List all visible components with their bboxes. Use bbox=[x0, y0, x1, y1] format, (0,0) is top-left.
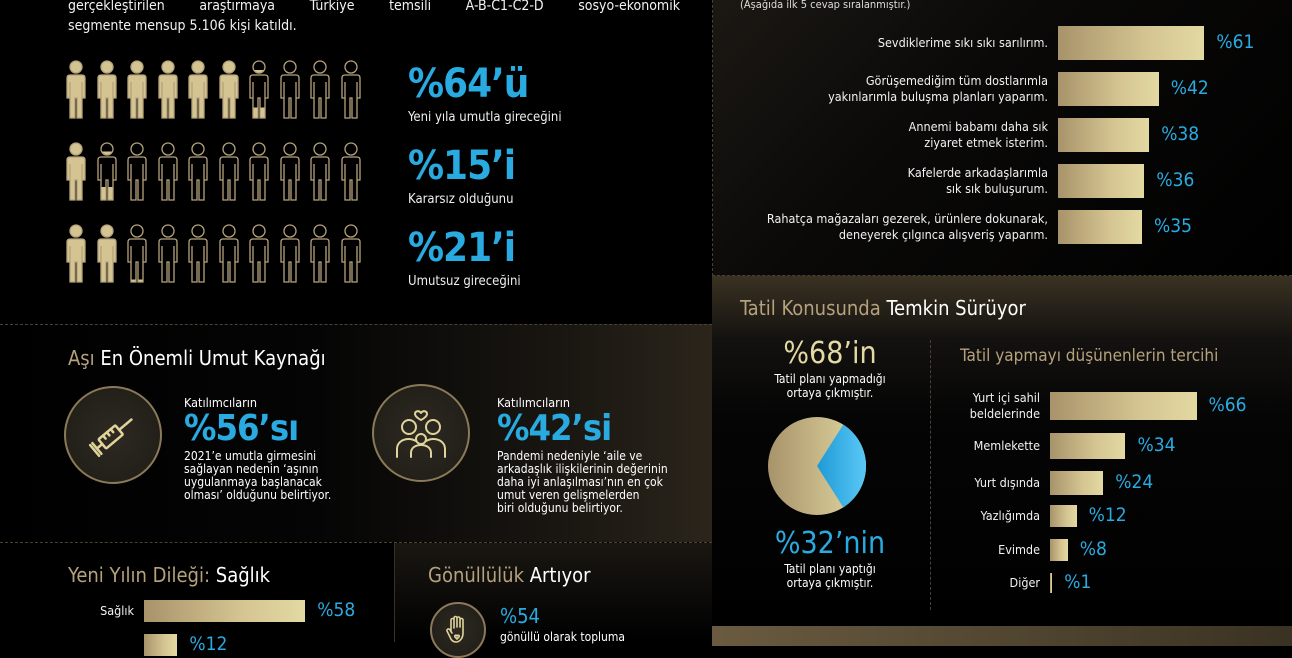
holiday-title-white: Temkin Sürüyor bbox=[886, 296, 1026, 320]
volunteer-pct: %54 bbox=[500, 604, 540, 628]
person-icon bbox=[339, 224, 361, 282]
no-plan-pct: %68’in bbox=[783, 336, 877, 371]
bar-label: Sağlık bbox=[100, 603, 134, 618]
bar-value: %58 bbox=[317, 599, 356, 621]
vaccine-text-line: umut veren gelişmelerden bbox=[497, 488, 640, 502]
person-icon bbox=[339, 142, 361, 200]
bar-value: %12 bbox=[189, 633, 228, 655]
bar-value: %36 bbox=[1156, 169, 1195, 191]
volunteer-title bbox=[428, 563, 591, 587]
vaccine-pct-2: %42’si bbox=[497, 408, 612, 449]
bar-value: %61 bbox=[1216, 31, 1255, 53]
bar-label: Yurt içi sahil beldelerinde bbox=[969, 390, 1040, 421]
person-icon bbox=[247, 224, 269, 282]
family-icon bbox=[391, 405, 451, 461]
vaccine-text-line: Pandemi nedeniyle ‘aile ve bbox=[497, 449, 643, 463]
person-icon bbox=[125, 60, 147, 118]
bar-label: Rahatça mağazaları gezerek, ürünlere dokunarak, deneyerek çılgınca alışveriş yaparım. bbox=[766, 211, 1048, 242]
hand-icon-circle bbox=[430, 602, 486, 658]
holiday-no-plan bbox=[730, 336, 930, 400]
no-plan-text-1: Tatil planı yapmadığı bbox=[774, 372, 886, 386]
person-icon bbox=[186, 224, 208, 282]
bar bbox=[1050, 573, 1052, 593]
wish-title bbox=[68, 563, 270, 587]
bar bbox=[144, 600, 305, 622]
bar-value: %12 bbox=[1088, 504, 1127, 526]
person-icon bbox=[308, 224, 330, 282]
bar bbox=[1058, 72, 1159, 106]
person-icon bbox=[278, 142, 300, 200]
person-icon bbox=[186, 60, 208, 118]
vaccine-text-line: arkadaşlık ilişkilerinin değerinin bbox=[497, 462, 668, 476]
bar bbox=[1058, 118, 1149, 152]
person-icon bbox=[339, 60, 361, 118]
vaccine-stat-1 bbox=[184, 395, 364, 502]
bar bbox=[1050, 392, 1197, 420]
holiday-title-gold: Tatil Konusunda bbox=[740, 296, 881, 320]
bar-label: Yurt dışında bbox=[974, 475, 1040, 490]
vaccine-lead-1: Katılımcıların bbox=[184, 395, 257, 410]
plan-pct: %32’nin bbox=[774, 526, 886, 561]
person-icon bbox=[308, 142, 330, 200]
person-icon bbox=[217, 142, 239, 200]
vaccine-pct-1: %56’sı bbox=[184, 408, 299, 449]
syringe-icon-circle bbox=[64, 386, 162, 484]
bar-label: Sevdiklerime sıkı sıkı sarılırım. bbox=[877, 35, 1048, 50]
hopeless-label: Umutsuz gireceğini bbox=[408, 274, 521, 289]
person-icon bbox=[217, 224, 239, 282]
bar-label: Görüşemediğim tüm dostlarımla yakınlarımla buluşma planları yaparım. bbox=[828, 73, 1048, 104]
people-pictogram bbox=[64, 60, 374, 300]
person-icon bbox=[95, 60, 117, 118]
holiday-title bbox=[740, 296, 1026, 320]
intro-text bbox=[68, 0, 680, 36]
volunteer-text: gönüllü olarak topluma bbox=[500, 630, 626, 644]
vaccine-lead-2: Katılımcıların bbox=[497, 395, 570, 410]
vaccine-text-line: sağlayan nedenin ‘aşının bbox=[184, 462, 319, 476]
hope-stat-hopeless bbox=[408, 225, 688, 310]
plan-text-1: Tatil planı yaptığı bbox=[784, 562, 876, 576]
bar bbox=[1050, 471, 1103, 495]
person-icon bbox=[95, 142, 117, 200]
bar-value: %35 bbox=[1154, 215, 1192, 237]
vaccine-stat-2 bbox=[497, 395, 712, 515]
bar-label: Annemi babamı daha sık ziyaret etmek isterim. bbox=[908, 119, 1048, 150]
person-icon bbox=[217, 60, 239, 118]
person-icon bbox=[186, 142, 208, 200]
bar-label: Kafelerde arkadaşlarımla sık sık buluşurum. bbox=[907, 165, 1048, 196]
wish-chart bbox=[0, 599, 390, 655]
volunteer-title-white: Artıyor bbox=[529, 563, 591, 587]
vaccine-text-line: daha iyi anlaşılması’nın en çok bbox=[497, 475, 663, 489]
bar bbox=[1058, 26, 1204, 60]
holiday-pref-title: Tatil yapmayı düşünenlerin tercihi bbox=[960, 346, 1219, 366]
person-icon bbox=[278, 60, 300, 118]
person-icon bbox=[64, 60, 86, 118]
bar-value: %34 bbox=[1137, 434, 1176, 456]
vaccine-text-2 bbox=[497, 450, 712, 515]
bar-value: %1 bbox=[1064, 571, 1092, 593]
volunteer-title-gold: Gönüllülük bbox=[428, 563, 524, 587]
bar-label: Yazlığımda bbox=[980, 508, 1040, 523]
family-icon-circle bbox=[372, 384, 470, 482]
bar bbox=[1050, 539, 1068, 561]
post-pandemic-note: (Aşağıda ilk 5 cevap sıralanmıştır.) bbox=[740, 0, 911, 11]
person-icon bbox=[278, 224, 300, 282]
wish-title-white: Sağlık bbox=[215, 563, 271, 587]
vaccine-text-line: olması’ olduğunu belirtiyor. bbox=[184, 488, 332, 502]
holiday-divider bbox=[930, 340, 931, 610]
holiday-pref-chart bbox=[940, 386, 1280, 606]
intro-line-1: gerçekleştirilen araştırmaya Türkiye temsili A-B-C1-C2-D sosyo-ekonomik bbox=[68, 0, 680, 14]
bar-label: Memlekette bbox=[973, 438, 1040, 453]
person-icon bbox=[64, 224, 86, 282]
bar-value: %42 bbox=[1170, 77, 1209, 99]
hopeless-pct: %21’i bbox=[408, 225, 516, 271]
vaccine-text-line: uygulanmaya başlanacak bbox=[184, 475, 322, 489]
person-icon bbox=[125, 224, 147, 282]
bar bbox=[1058, 210, 1142, 244]
person-icon bbox=[247, 60, 269, 118]
bar-value: %24 bbox=[1115, 471, 1154, 493]
hope-label: Yeni yıla umutla gireceğini bbox=[408, 110, 562, 125]
bar bbox=[1050, 433, 1125, 459]
vaccine-text-line: biri olduğunu belirtiyor. bbox=[497, 501, 623, 515]
bar bbox=[1058, 164, 1144, 198]
person-icon bbox=[156, 60, 178, 118]
vaccine-text-1 bbox=[184, 450, 364, 502]
hope-stats bbox=[408, 61, 688, 310]
undecided-pct: %15’i bbox=[408, 143, 516, 189]
plan-text-2: ortaya çıkmıştır. bbox=[786, 576, 874, 590]
no-plan-text-2: ortaya çıkmıştır. bbox=[786, 386, 874, 400]
person-icon bbox=[156, 224, 178, 282]
person-icon bbox=[64, 142, 86, 200]
intro-line-2: segmente mensup 5.106 kişi katıldı. bbox=[68, 18, 297, 34]
person-icon bbox=[156, 142, 178, 200]
person-icon bbox=[247, 142, 269, 200]
bar bbox=[1050, 505, 1077, 527]
holiday-pie-chart bbox=[767, 416, 867, 516]
hope-pct: %64’ü bbox=[408, 61, 529, 107]
vaccine-title bbox=[68, 346, 326, 370]
bottom-right-panel bbox=[712, 626, 1292, 646]
hope-stat-undecided bbox=[408, 143, 688, 228]
person-icon bbox=[308, 60, 330, 118]
post-pandemic-chart bbox=[712, 26, 1280, 256]
hope-stat-hopeful bbox=[408, 61, 688, 146]
bar-value: %66 bbox=[1208, 394, 1247, 416]
hand-heart-icon bbox=[445, 615, 471, 645]
bar-label: Evimde bbox=[998, 542, 1040, 557]
bar-value: %8 bbox=[1079, 538, 1107, 560]
wish-title-gold: Yeni Yılın Dileği: bbox=[68, 563, 211, 587]
person-icon bbox=[95, 224, 117, 282]
holiday-plan bbox=[730, 526, 930, 590]
bar bbox=[144, 634, 177, 656]
vaccine-title-gold: Aşı bbox=[68, 346, 95, 370]
undecided-label: Kararsız olduğunu bbox=[408, 192, 514, 207]
bar-label: Diğer bbox=[1009, 575, 1040, 590]
bar-value: %38 bbox=[1161, 123, 1200, 145]
person-icon bbox=[125, 142, 147, 200]
vaccine-title-white: En Önemli Umut Kaynağı bbox=[100, 346, 326, 370]
syringe-icon bbox=[85, 407, 141, 463]
vaccine-text-line: 2021’e umutla girmesini bbox=[184, 449, 317, 463]
